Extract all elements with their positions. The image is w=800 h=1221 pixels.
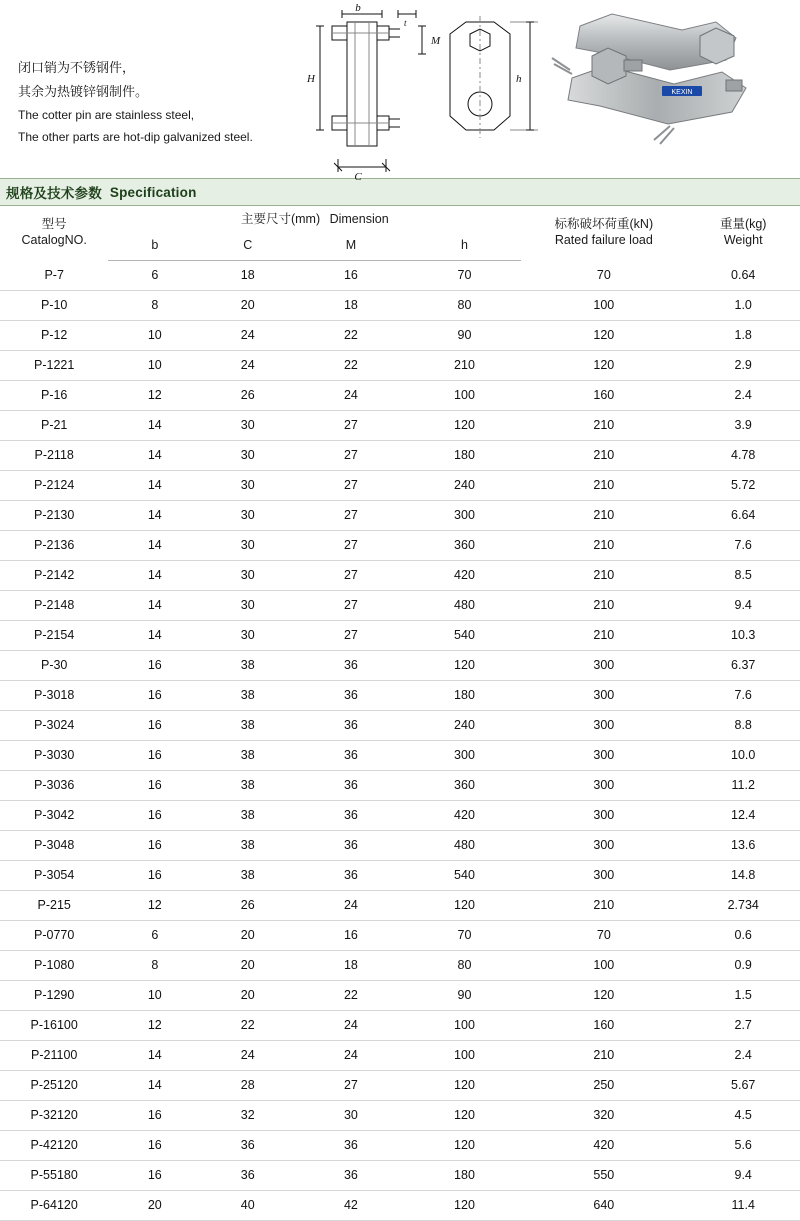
cell-catalog: P-3024 — [0, 710, 108, 740]
cell-catalog: P-2124 — [0, 470, 108, 500]
cell-m: 24 — [294, 1010, 408, 1040]
cell-weight: 5.67 — [686, 1070, 800, 1100]
cell-c: 30 — [201, 470, 294, 500]
cell-load: 210 — [521, 410, 686, 440]
specification-table — [0, 206, 800, 1221]
cell-weight: 2.4 — [686, 1040, 800, 1070]
table-row — [0, 500, 800, 530]
cell-catalog: P-55180 — [0, 1160, 108, 1190]
cell-catalog: P-12 — [0, 320, 108, 350]
cell-weight: 11.2 — [686, 770, 800, 800]
cell-catalog: P-215 — [0, 890, 108, 920]
cell-c: 30 — [201, 530, 294, 560]
table-row — [0, 380, 800, 410]
cell-weight: 13.6 — [686, 830, 800, 860]
cell-load: 120 — [521, 350, 686, 380]
table-row — [0, 350, 800, 380]
table-body — [0, 260, 800, 1220]
cell-catalog: P-3036 — [0, 770, 108, 800]
cell-catalog: P-2118 — [0, 440, 108, 470]
cell-h: 100 — [408, 380, 522, 410]
cell-catalog: P-32120 — [0, 1100, 108, 1130]
header-load-en: Rated failure load — [554, 233, 653, 247]
cell-load: 300 — [521, 650, 686, 680]
cell-weight: 4.78 — [686, 440, 800, 470]
cell-weight: 12.4 — [686, 800, 800, 830]
cell-c: 22 — [201, 1010, 294, 1040]
cell-h: 210 — [408, 350, 522, 380]
cell-m: 36 — [294, 1130, 408, 1160]
cell-weight: 11.4 — [686, 1190, 800, 1220]
cell-c: 38 — [201, 770, 294, 800]
cell-load: 210 — [521, 1040, 686, 1070]
note-en-line2: The other parts are hot-dip galvanized steel. — [18, 130, 253, 145]
cell-catalog: P-25120 — [0, 1070, 108, 1100]
cell-load: 300 — [521, 770, 686, 800]
note-cn-line1: 闭口销为不锈钢件， — [18, 60, 136, 75]
cell-h: 360 — [408, 770, 522, 800]
cell-h: 540 — [408, 860, 522, 890]
cell-b: 8 — [108, 290, 201, 320]
header-c: C — [201, 230, 294, 260]
header-load-cn: 标称破坏荷重(kN) — [554, 217, 654, 232]
cell-c: 28 — [201, 1070, 294, 1100]
cell-weight: 1.8 — [686, 320, 800, 350]
table-head — [0, 206, 800, 260]
cell-m: 27 — [294, 590, 408, 620]
cell-m: 27 — [294, 620, 408, 650]
specification-title-bar — [0, 178, 800, 206]
cell-c: 26 — [201, 380, 294, 410]
cell-m: 22 — [294, 320, 408, 350]
cell-catalog: P-2136 — [0, 530, 108, 560]
table-row — [0, 620, 800, 650]
cell-catalog: P-21 — [0, 410, 108, 440]
cell-weight: 2.9 — [686, 350, 800, 380]
cell-m: 42 — [294, 1190, 408, 1220]
cell-catalog: P-42120 — [0, 1130, 108, 1160]
table-row — [0, 530, 800, 560]
cell-c: 40 — [201, 1190, 294, 1220]
label-b: b — [355, 4, 361, 14]
table-row — [0, 980, 800, 1010]
header-m: M — [294, 230, 408, 260]
label-t: t — [404, 18, 407, 28]
cell-load: 300 — [521, 740, 686, 770]
cell-b: 20 — [108, 1190, 201, 1220]
cell-b: 6 — [108, 920, 201, 950]
cell-c: 38 — [201, 740, 294, 770]
cell-weight: 0.9 — [686, 950, 800, 980]
table-row — [0, 650, 800, 680]
table-row — [0, 830, 800, 860]
label-h: h — [516, 73, 522, 85]
cell-weight: 5.6 — [686, 1130, 800, 1160]
cell-m: 24 — [294, 890, 408, 920]
cell-catalog: P-2142 — [0, 560, 108, 590]
cell-h: 480 — [408, 590, 522, 620]
cell-c: 30 — [201, 590, 294, 620]
cell-m: 36 — [294, 710, 408, 740]
cell-catalog: P-0770 — [0, 920, 108, 950]
cell-b: 12 — [108, 1010, 201, 1040]
cell-c: 20 — [201, 920, 294, 950]
cell-c: 38 — [201, 800, 294, 830]
cell-c: 30 — [201, 620, 294, 650]
cell-c: 38 — [201, 650, 294, 680]
cell-m: 24 — [294, 1040, 408, 1070]
technical-drawing — [290, 0, 550, 180]
cell-m: 27 — [294, 500, 408, 530]
cell-b: 14 — [108, 530, 201, 560]
cell-c: 30 — [201, 440, 294, 470]
label-C: C — [354, 171, 362, 180]
drawing-svg — [290, 4, 546, 180]
cell-load: 70 — [521, 920, 686, 950]
cell-catalog: P-3018 — [0, 680, 108, 710]
cell-load: 210 — [521, 530, 686, 560]
cell-weight: 7.6 — [686, 680, 800, 710]
cell-m: 22 — [294, 980, 408, 1010]
product-photo-svg — [550, 8, 770, 168]
cell-b: 16 — [108, 1100, 201, 1130]
cell-weight: 8.8 — [686, 710, 800, 740]
cell-c: 24 — [201, 320, 294, 350]
cell-catalog: P-3048 — [0, 830, 108, 860]
cell-load: 210 — [521, 500, 686, 530]
table-group-header-row — [0, 206, 800, 230]
cell-m: 36 — [294, 680, 408, 710]
cell-catalog: P-2154 — [0, 620, 108, 650]
table-row — [0, 1070, 800, 1100]
cell-m: 36 — [294, 800, 408, 830]
cell-load: 250 — [521, 1070, 686, 1100]
cell-h: 180 — [408, 1160, 522, 1190]
cell-load: 210 — [521, 470, 686, 500]
header-weight — [686, 206, 800, 260]
cell-b: 14 — [108, 500, 201, 530]
note-cn-line2: 其余为热镀锌钢制件。 — [18, 84, 149, 100]
cell-h: 420 — [408, 800, 522, 830]
cell-c: 38 — [201, 680, 294, 710]
header-weight-cn: 重量(kg) — [719, 217, 767, 232]
table-row — [0, 1130, 800, 1160]
cell-h: 70 — [408, 920, 522, 950]
cell-catalog: P-10 — [0, 290, 108, 320]
cell-load: 210 — [521, 440, 686, 470]
cell-b: 14 — [108, 1070, 201, 1100]
cell-c: 30 — [201, 560, 294, 590]
cell-b: 10 — [108, 350, 201, 380]
table-row — [0, 1040, 800, 1070]
cell-b: 16 — [108, 740, 201, 770]
cell-b: 16 — [108, 680, 201, 710]
cell-h: 120 — [408, 1190, 522, 1220]
cell-h: 420 — [408, 560, 522, 590]
cell-b: 14 — [108, 590, 201, 620]
cell-c: 38 — [201, 830, 294, 860]
cell-weight: 2.7 — [686, 1010, 800, 1040]
cell-m: 36 — [294, 860, 408, 890]
table-row — [0, 1100, 800, 1130]
table-row — [0, 320, 800, 350]
cell-weight: 6.37 — [686, 650, 800, 680]
cell-weight: 6.64 — [686, 500, 800, 530]
cell-h: 240 — [408, 710, 522, 740]
cell-b: 12 — [108, 380, 201, 410]
cell-m: 36 — [294, 650, 408, 680]
cell-weight: 8.5 — [686, 560, 800, 590]
cell-b: 16 — [108, 770, 201, 800]
cell-weight: 1.0 — [686, 290, 800, 320]
header-dimension-cn: 主要尺寸(mm) — [240, 212, 321, 226]
cell-catalog: P-21100 — [0, 1040, 108, 1070]
cell-load: 640 — [521, 1190, 686, 1220]
table-row — [0, 560, 800, 590]
cell-load: 100 — [521, 950, 686, 980]
cell-h: 480 — [408, 830, 522, 860]
table-row — [0, 890, 800, 920]
cell-h: 80 — [408, 950, 522, 980]
product-photo — [550, 0, 780, 168]
cell-m: 36 — [294, 1160, 408, 1190]
cell-h: 300 — [408, 500, 522, 530]
header-catalog-cn: 型号 — [41, 217, 67, 232]
cell-catalog: P-16 — [0, 380, 108, 410]
cell-h: 300 — [408, 740, 522, 770]
header-h: h — [408, 230, 522, 260]
cell-c: 38 — [201, 860, 294, 890]
cell-m: 27 — [294, 560, 408, 590]
cell-weight: 0.6 — [686, 920, 800, 950]
cell-weight: 0.64 — [686, 260, 800, 290]
table-row — [0, 770, 800, 800]
cell-load: 210 — [521, 590, 686, 620]
cell-weight: 2.734 — [686, 890, 800, 920]
table-row — [0, 860, 800, 890]
cell-b: 16 — [108, 830, 201, 860]
cell-c: 36 — [201, 1130, 294, 1160]
cell-b: 16 — [108, 710, 201, 740]
cell-c: 26 — [201, 890, 294, 920]
table-row — [0, 260, 800, 290]
table-row — [0, 470, 800, 500]
cell-m: 18 — [294, 290, 408, 320]
cell-m: 27 — [294, 410, 408, 440]
note-en-line1: The cotter pin are stainless steel, — [18, 108, 195, 123]
cell-m: 27 — [294, 530, 408, 560]
cell-c: 32 — [201, 1100, 294, 1130]
cell-h: 540 — [408, 620, 522, 650]
cell-b: 14 — [108, 440, 201, 470]
cell-m: 16 — [294, 260, 408, 290]
cell-load: 300 — [521, 800, 686, 830]
cell-h: 70 — [408, 260, 522, 290]
cell-h: 180 — [408, 680, 522, 710]
cell-c: 20 — [201, 290, 294, 320]
cell-b: 14 — [108, 620, 201, 650]
cell-m: 24 — [294, 380, 408, 410]
cell-weight: 14.8 — [686, 860, 800, 890]
cell-load: 420 — [521, 1130, 686, 1160]
cell-h: 360 — [408, 530, 522, 560]
cell-weight: 10.3 — [686, 620, 800, 650]
table-row — [0, 590, 800, 620]
cell-m: 16 — [294, 920, 408, 950]
label-H: H — [307, 73, 315, 85]
header-dimension-en: Dimension — [329, 212, 389, 226]
cell-c: 30 — [201, 500, 294, 530]
cell-m: 27 — [294, 440, 408, 470]
header-load — [521, 206, 686, 260]
cell-weight: 5.72 — [686, 470, 800, 500]
cell-load: 300 — [521, 680, 686, 710]
cell-load: 160 — [521, 380, 686, 410]
cell-catalog: P-7 — [0, 260, 108, 290]
cell-b: 10 — [108, 320, 201, 350]
cell-b: 16 — [108, 1160, 201, 1190]
cell-load: 210 — [521, 890, 686, 920]
cell-m: 22 — [294, 350, 408, 380]
header-weight-en: Weight — [723, 233, 763, 247]
header-catalog — [0, 206, 108, 260]
cell-h: 120 — [408, 650, 522, 680]
cell-weight: 9.4 — [686, 1160, 800, 1190]
cell-h: 240 — [408, 470, 522, 500]
cell-load: 70 — [521, 260, 686, 290]
cell-b: 16 — [108, 800, 201, 830]
cell-m: 27 — [294, 470, 408, 500]
cell-b: 16 — [108, 650, 201, 680]
table-row — [0, 950, 800, 980]
cell-c: 38 — [201, 710, 294, 740]
table-row — [0, 410, 800, 440]
cell-catalog: P-2130 — [0, 500, 108, 530]
cell-catalog: P-2148 — [0, 590, 108, 620]
label-M: M — [431, 35, 441, 47]
cell-h: 120 — [408, 410, 522, 440]
table-row — [0, 680, 800, 710]
table-row — [0, 800, 800, 830]
table-row — [0, 290, 800, 320]
cell-weight: 1.5 — [686, 980, 800, 1010]
cell-catalog: P-30 — [0, 650, 108, 680]
brand-label: KEXIN — [671, 89, 693, 96]
cell-m: 36 — [294, 830, 408, 860]
cell-h: 180 — [408, 440, 522, 470]
cell-c: 20 — [201, 950, 294, 980]
table-row — [0, 440, 800, 470]
cell-c: 18 — [201, 260, 294, 290]
cell-load: 100 — [521, 290, 686, 320]
cell-b: 10 — [108, 980, 201, 1010]
cell-catalog: P-64120 — [0, 1190, 108, 1220]
cell-load: 120 — [521, 320, 686, 350]
cell-h: 80 — [408, 290, 522, 320]
cell-b: 12 — [108, 890, 201, 920]
cell-m: 36 — [294, 740, 408, 770]
table-row — [0, 740, 800, 770]
cell-load: 320 — [521, 1100, 686, 1130]
header-section — [0, 0, 800, 178]
cell-weight: 2.4 — [686, 380, 800, 410]
spec-title-cn: 规格及技术参数 — [6, 186, 102, 201]
table-row — [0, 920, 800, 950]
cell-b: 6 — [108, 260, 201, 290]
table-row — [0, 710, 800, 740]
cell-weight: 3.9 — [686, 410, 800, 440]
cell-load: 120 — [521, 980, 686, 1010]
cell-h: 120 — [408, 1070, 522, 1100]
cell-h: 120 — [408, 1100, 522, 1130]
cell-b: 14 — [108, 410, 201, 440]
cell-m: 30 — [294, 1100, 408, 1130]
cell-catalog: P-3030 — [0, 740, 108, 770]
cell-catalog: P-16100 — [0, 1010, 108, 1040]
header-catalog-en: CatalogNO. — [21, 233, 87, 247]
cell-h: 120 — [408, 890, 522, 920]
material-notes — [0, 0, 290, 148]
cell-load: 160 — [521, 1010, 686, 1040]
cell-load: 210 — [521, 620, 686, 650]
cell-m: 27 — [294, 1070, 408, 1100]
cell-catalog: P-3054 — [0, 860, 108, 890]
cell-weight: 10.0 — [686, 740, 800, 770]
cell-h: 120 — [408, 1130, 522, 1160]
cell-catalog: P-3042 — [0, 800, 108, 830]
cell-weight: 9.4 — [686, 590, 800, 620]
table-row — [0, 1190, 800, 1220]
cell-b: 14 — [108, 1040, 201, 1070]
cell-weight: 7.6 — [686, 530, 800, 560]
cell-load: 300 — [521, 860, 686, 890]
cell-weight: 4.5 — [686, 1100, 800, 1130]
cell-h: 90 — [408, 320, 522, 350]
cell-m: 36 — [294, 770, 408, 800]
cell-load: 550 — [521, 1160, 686, 1190]
cell-c: 24 — [201, 1040, 294, 1070]
header-dimension-group — [108, 206, 521, 230]
cell-c: 36 — [201, 1160, 294, 1190]
cell-load: 210 — [521, 560, 686, 590]
cell-load: 300 — [521, 710, 686, 740]
cell-catalog: P-1221 — [0, 350, 108, 380]
cell-h: 100 — [408, 1040, 522, 1070]
cell-b: 16 — [108, 1130, 201, 1160]
cell-catalog: P-1290 — [0, 980, 108, 1010]
table-row — [0, 1010, 800, 1040]
cell-b: 14 — [108, 470, 201, 500]
cell-b: 14 — [108, 560, 201, 590]
cell-m: 18 — [294, 950, 408, 980]
cell-c: 20 — [201, 980, 294, 1010]
cell-load: 300 — [521, 830, 686, 860]
cell-c: 24 — [201, 350, 294, 380]
cell-catalog: P-1080 — [0, 950, 108, 980]
cell-b: 16 — [108, 860, 201, 890]
cell-h: 100 — [408, 1010, 522, 1040]
cell-c: 30 — [201, 410, 294, 440]
spec-title-en: Specification — [109, 184, 197, 200]
header-b: b — [108, 230, 201, 260]
cell-h: 90 — [408, 980, 522, 1010]
cell-b: 8 — [108, 950, 201, 980]
